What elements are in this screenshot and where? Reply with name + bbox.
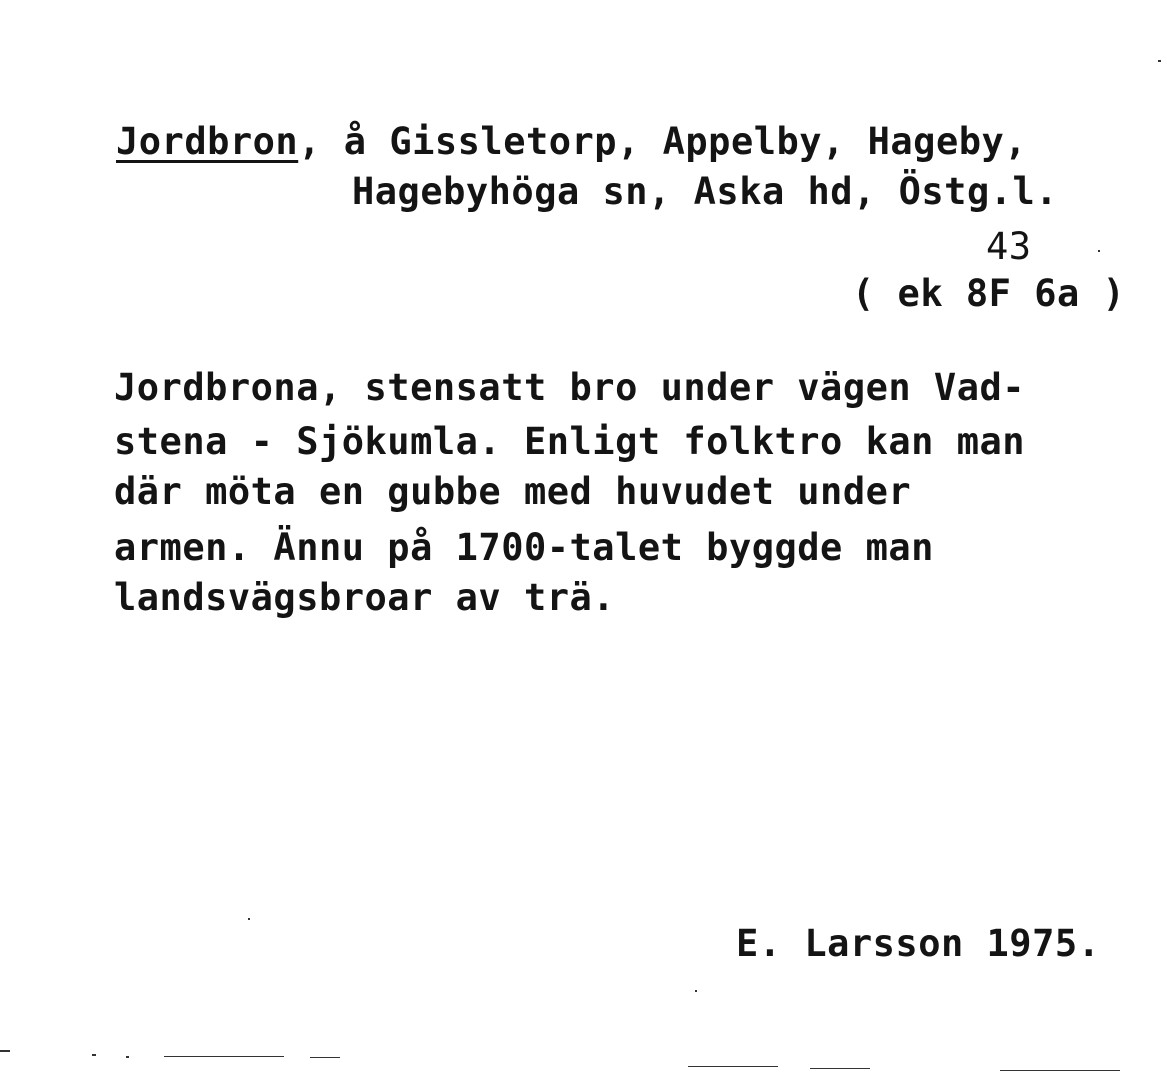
body-line-2: stena - Sjökumla. Enligt folktro kan man [114,420,1026,463]
header-line-1 [116,120,1027,164]
scan-speck [688,1066,778,1067]
scan-speck [92,1054,96,1056]
header-line-2: Hagebyhöga sn, Aska hd, Östg.l. [352,170,1059,213]
scan-speck [310,1057,340,1058]
scan-speck [1000,1070,1120,1071]
signature: E. Larsson 1975. [736,922,1101,965]
card-number: 43 [986,225,1032,268]
scan-speck [164,1056,284,1057]
scan-speck [248,918,250,920]
scan-speck [810,1068,870,1069]
scan-speck [126,1056,129,1058]
scan-speck [1158,60,1161,62]
scan-speck [1098,250,1100,252]
header-location: , å Gissletorp, Appelby, Hageby, [298,120,1028,163]
body-line-1: Jordbrona, stensatt bro under vägen Vad- [114,366,1026,409]
map-reference: ( ek 8F 6a ) [852,272,1126,315]
body-line-3: där möta en gubbe med huvudet under [114,470,912,513]
body-line-5: landsvägsbroar av trä. [114,576,616,619]
headword: Jordbron [116,120,299,163]
body-line-4: armen. Ännu på 1700-talet byggde man [114,526,934,569]
scan-speck [695,990,697,992]
scan-speck [0,1050,10,1052]
